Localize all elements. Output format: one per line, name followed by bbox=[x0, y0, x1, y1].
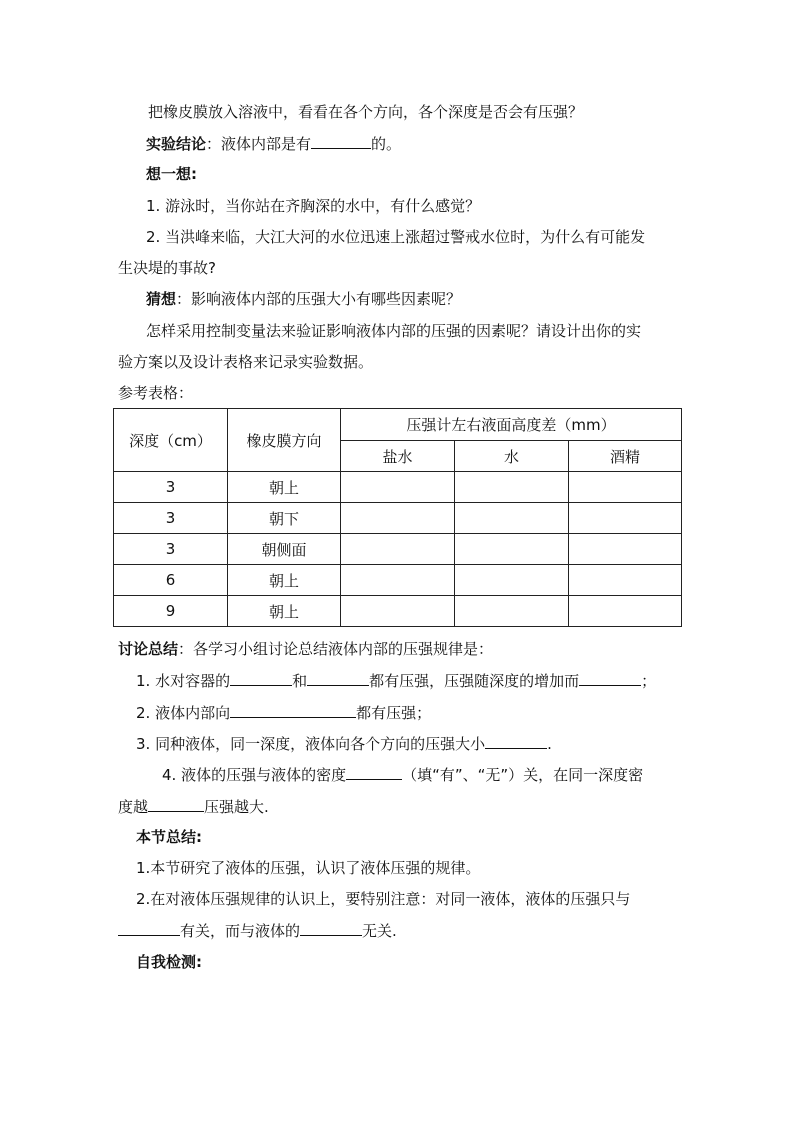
cell-water[interactable] bbox=[455, 503, 569, 534]
cell-depth: 6 bbox=[114, 565, 228, 596]
conclusion-label: 实验结论 bbox=[146, 135, 207, 153]
discussion-item-1 bbox=[136, 669, 656, 692]
item4-text-a: 4. 液体的压强与液体的密度 bbox=[162, 766, 347, 784]
item3-text-a: 3. 同种液体，同一深度，液体向各个方向的压强大小 bbox=[136, 735, 486, 753]
summary-heading bbox=[136, 826, 202, 848]
cell-salt-water[interactable] bbox=[341, 472, 455, 503]
cell-direction: 朝下 bbox=[228, 503, 341, 534]
summary-text-b: 有关，而与液体的 bbox=[180, 922, 301, 940]
header-pressure-group: 压强计左右液面高度差（mm） bbox=[341, 409, 682, 441]
cell-direction: 朝上 bbox=[228, 472, 341, 503]
cell-depth: 3 bbox=[114, 503, 228, 534]
discussion-item-4-line-2 bbox=[118, 795, 269, 818]
cell-water[interactable] bbox=[455, 472, 569, 503]
reference-table bbox=[113, 408, 682, 627]
discussion-text: ：各学习小组讨论总结液体内部的压强规律是： bbox=[178, 640, 494, 658]
table-caption: 参考表格： bbox=[118, 384, 194, 402]
cell-depth: 9 bbox=[114, 596, 228, 627]
item2-blank[interactable] bbox=[230, 701, 356, 718]
think-question-2-line-1: 2. 当洪峰来临，大江大河的水位迅速上涨超过警戒水位时，为什么有可能发 bbox=[146, 228, 646, 246]
summary-item-1: 1.本节研究了液体的压强，认识了液体压强的规律。 bbox=[136, 859, 481, 877]
experiment-conclusion bbox=[146, 132, 401, 155]
table-row bbox=[114, 472, 682, 503]
cell-water[interactable] bbox=[455, 596, 569, 627]
summary-blank-2[interactable] bbox=[300, 919, 362, 936]
cell-water[interactable] bbox=[455, 565, 569, 596]
cell-alcohol[interactable] bbox=[569, 596, 682, 627]
discussion-paragraph bbox=[118, 638, 493, 660]
header-alcohol: 酒精 bbox=[569, 441, 682, 472]
table-row bbox=[114, 534, 682, 565]
cell-depth: 3 bbox=[114, 472, 228, 503]
cell-direction: 朝上 bbox=[228, 565, 341, 596]
discussion-item-2 bbox=[136, 701, 431, 724]
conclusion-blank[interactable] bbox=[311, 132, 371, 149]
cell-salt-water[interactable] bbox=[341, 565, 455, 596]
discussion-item-3 bbox=[136, 732, 552, 755]
item4-blank-2[interactable] bbox=[148, 795, 204, 812]
item3-text-b: . bbox=[547, 735, 552, 753]
design-line-1: 怎样采用控制变量法来验证影响液体内部的压强的因素呢？请设计出你的实 bbox=[146, 322, 642, 340]
item1-text-c: 都有压强，压强随深度的增加而 bbox=[369, 672, 580, 690]
header-salt-water: 盐水 bbox=[341, 441, 455, 472]
cell-alcohol[interactable] bbox=[569, 534, 682, 565]
intro-text: 把橡皮膜放入溶液中，看看在各个方向，各个深度是否会有压强？ bbox=[148, 103, 584, 121]
item1-blank-1[interactable] bbox=[230, 669, 292, 686]
self-check-heading bbox=[136, 951, 202, 973]
think-question-1: 1. 游泳时，当你站在齐胸深的水中，有什么感觉？ bbox=[146, 197, 481, 215]
item1-blank-2[interactable] bbox=[307, 669, 369, 686]
self-check-heading-colon: : bbox=[196, 953, 203, 971]
header-direction: 橡皮膜方向 bbox=[228, 409, 341, 472]
cell-salt-water[interactable] bbox=[341, 596, 455, 627]
summary-text-c: 无关. bbox=[362, 922, 397, 940]
summary-item-2-line-2 bbox=[118, 919, 397, 942]
think-heading-colon: : bbox=[191, 165, 198, 183]
header-depth: 深度（cm） bbox=[114, 409, 228, 472]
cell-water[interactable] bbox=[455, 534, 569, 565]
conclusion-text-end: 的。 bbox=[371, 135, 402, 153]
cell-salt-water[interactable] bbox=[341, 503, 455, 534]
table-row bbox=[114, 565, 682, 596]
summary-blank-1[interactable] bbox=[118, 919, 180, 936]
cell-alcohol[interactable] bbox=[569, 503, 682, 534]
discussion-label: 讨论总结 bbox=[118, 640, 179, 658]
item1-text-b: 和 bbox=[292, 672, 308, 690]
cell-direction: 朝侧面 bbox=[228, 534, 341, 565]
cell-salt-water[interactable] bbox=[341, 534, 455, 565]
table-row bbox=[114, 503, 682, 534]
summary-heading-text: 本节总结 bbox=[136, 828, 197, 846]
summary-heading-colon: : bbox=[196, 828, 203, 846]
summary-item-2-line-1: 2.在对液体压强规律的认识上，要特别注意：对同一液体，液体的压强只与 bbox=[136, 890, 631, 908]
table-header-row bbox=[114, 409, 682, 441]
self-check-heading-text: 自我检测 bbox=[136, 953, 197, 971]
discussion-item-4-line-1 bbox=[162, 763, 643, 786]
think-heading bbox=[146, 163, 197, 185]
table-row bbox=[114, 596, 682, 627]
cell-depth: 3 bbox=[114, 534, 228, 565]
item3-blank[interactable] bbox=[485, 732, 547, 749]
cell-alcohol[interactable] bbox=[569, 472, 682, 503]
conclusion-text: ：液体内部是有 bbox=[206, 135, 312, 153]
design-line-2: 验方案以及设计表格来记录实验数据。 bbox=[118, 353, 374, 371]
item2-text-b: 都有压强； bbox=[356, 704, 432, 722]
item4-text-c: 度越 bbox=[118, 798, 149, 816]
guess-text: ：影响液体内部的压强大小有哪些因素呢？ bbox=[176, 290, 462, 308]
guess-label: 猜想 bbox=[146, 290, 177, 308]
item4-text-b: （填“有”、“无”）关，在同一深度密 bbox=[402, 766, 644, 784]
guess-paragraph bbox=[146, 288, 461, 310]
think-question-2-line-2: 生决堤的事故? bbox=[118, 259, 216, 277]
cell-alcohol[interactable] bbox=[569, 565, 682, 596]
think-heading-text: 想一想 bbox=[146, 165, 192, 183]
item4-text-d: 压强越大. bbox=[204, 798, 269, 816]
item1-text-d: ； bbox=[641, 672, 657, 690]
item4-blank-1[interactable] bbox=[346, 763, 402, 780]
header-water: 水 bbox=[455, 441, 569, 472]
item1-blank-3[interactable] bbox=[579, 669, 641, 686]
cell-direction: 朝上 bbox=[228, 596, 341, 627]
item2-text-a: 2. 液体内部向 bbox=[136, 704, 231, 722]
item1-text-a: 1. 水对容器的 bbox=[136, 672, 231, 690]
